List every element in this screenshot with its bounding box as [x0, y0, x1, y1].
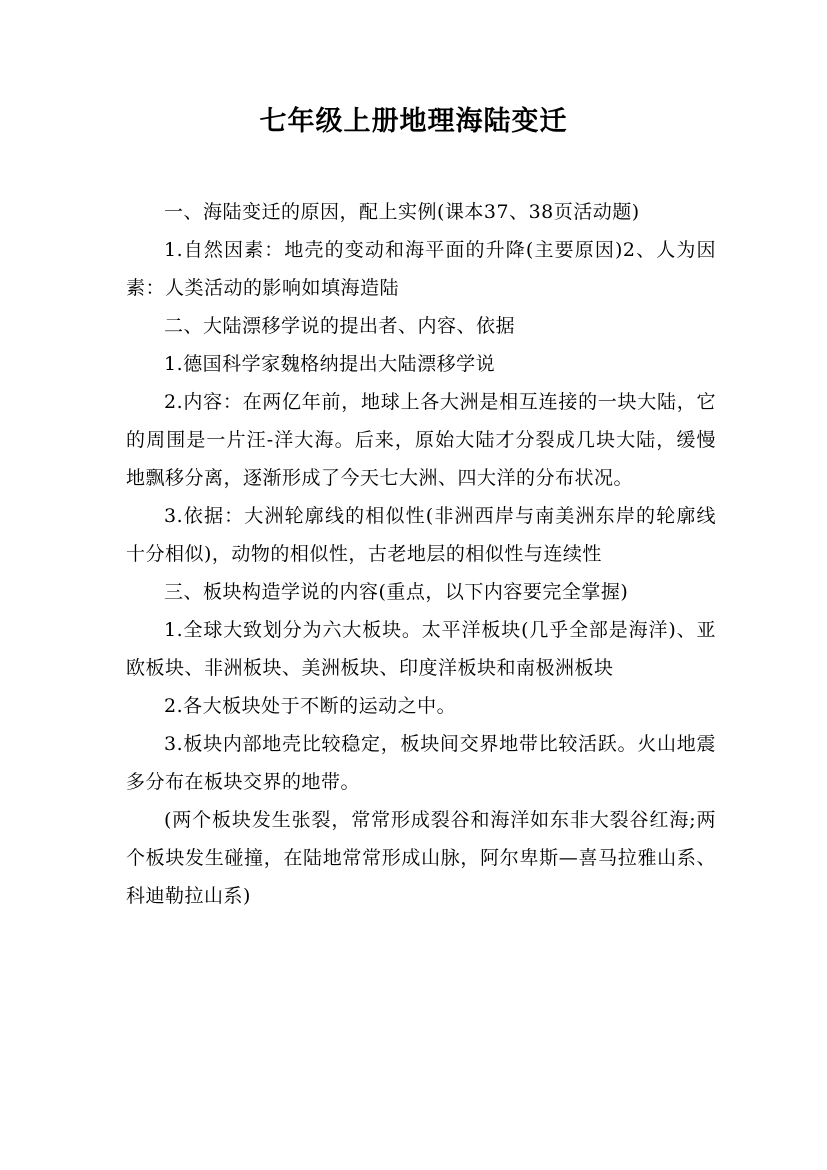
section-2-heading: 二、大陆漂移学说的提出者、内容、依据: [164, 315, 516, 337]
section-3-heading: 三、板块构造学说的内容(重点，以下内容要完全掌握): [164, 581, 629, 603]
section-1-item-1: 1.自然因素：地壳的变动和海平面的升降(主要原因)2、人为因素：人类活动的影响如填海造陆: [126, 239, 716, 299]
section-1-heading: 一、海陆变迁的原因，配上实例(课本37、38页活动题): [164, 201, 640, 223]
section-3-item-2: 2.各大板块处于不断的运动之中。: [164, 695, 457, 717]
section-3-note: (两个板块发生张裂，常常形成裂谷和海洋如东非大裂谷红海;两个板块发生碰撞，在陆地常常形成山脉，阿尔卑斯—喜马拉雅山系、科迪勒拉山系): [126, 809, 716, 907]
section-2-item-3: 3.依据：大洲轮廓线的相似性(非洲西岸与南美洲东岸的轮廓线十分相似)，动物的相似性，古老地层的相似性与连续性: [126, 505, 716, 565]
section-2-item-1: 1.德国科学家魏格纳提出大陆漂移学说: [164, 353, 496, 375]
document-body: [126, 193, 716, 915]
section-3-item-1: 1.全球大致划分为六大板块。太平洋板块(几乎全部是海洋)、亚欧板块、非洲板块、美洲板块、印度洋板块和南极洲板块: [126, 619, 716, 679]
document-title: 七年级上册地理海陆变迁: [259, 106, 568, 137]
section-3-item-3: 3.板块内部地壳比较稳定，板块间交界地带比较活跃。火山地震多分布在板块交界的地带。: [126, 733, 716, 793]
section-2-item-2: 2.内容：在两亿年前，地球上各大洲是相互连接的一块大陆，它的周围是一片汪-洋大海。后来，原始大陆才分裂成几块大陆，缓慢地飘移分离，逐渐形成了今天七大洲、四大洋的分布状况。: [126, 391, 716, 489]
